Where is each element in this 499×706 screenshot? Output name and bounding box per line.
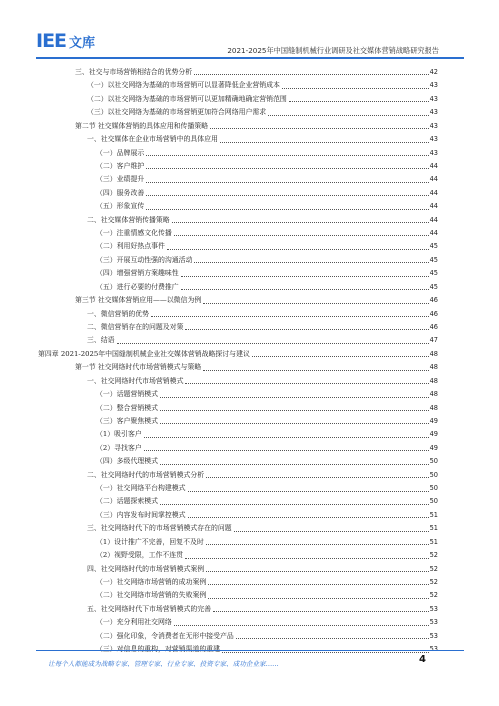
- toc-entry[interactable]: [38, 361, 438, 374]
- toc-entry[interactable]: [38, 66, 438, 79]
- toc-entry[interactable]: [38, 281, 438, 294]
- toc-entry-page: 47: [429, 336, 438, 345]
- toc-entry-label: （三）以社交网络为基础的市场营销更加符合网络用户需求: [87, 108, 267, 117]
- toc-entry-label: 第四章 2021-2025年中国缝制机械企业社交媒体营销战略探讨与建议: [38, 349, 250, 358]
- toc-entry[interactable]: [38, 630, 438, 643]
- toc-leader-dots: [236, 638, 429, 639]
- toc-entry-label: （2）视野受限，工作不连贯: [96, 551, 184, 560]
- toc-entry-label: 二、社交媒体营销传播策略: [87, 215, 170, 224]
- toc-entry-page: 50: [429, 497, 438, 506]
- toc-entry-label: （四）服务改善: [96, 188, 145, 197]
- toc-entry-page: 51: [429, 537, 438, 546]
- toc-entry[interactable]: [38, 482, 438, 495]
- page-number: 4: [419, 654, 426, 665]
- toc-entry-label: 三、社交与市场营销相结合的优势分析: [75, 67, 193, 76]
- toc-entry-page: 45: [429, 255, 438, 264]
- toc-entry[interactable]: [38, 79, 438, 92]
- toc-entry-label: （五）形象宣传: [96, 202, 145, 211]
- toc-leader-dots: [206, 477, 428, 478]
- toc-entry[interactable]: [38, 106, 438, 119]
- toc-entry-label: （三）开展互动性强的沟通活动: [96, 255, 193, 264]
- toc-entry-page: 42: [429, 67, 438, 76]
- page-header: [0, 0, 499, 58]
- toc-entry-label: （2）寻找客户: [96, 443, 142, 452]
- toc-entry-page: 44: [429, 188, 438, 197]
- toc-entry[interactable]: [38, 428, 438, 441]
- toc-entry-page: 52: [429, 591, 438, 600]
- header-divider: [36, 57, 464, 59]
- toc-entry-page: 53: [429, 604, 438, 613]
- toc-leader-dots: [181, 276, 429, 277]
- toc-entry-page: 49: [429, 416, 438, 425]
- toc-leader-dots: [220, 142, 429, 143]
- toc-leader-dots: [174, 625, 429, 626]
- toc-entry-label: （四）多级代理模式: [96, 457, 159, 466]
- toc-entry-label: （一）以社交网络为基础的市场营销可以显著降低企业营销成本: [87, 81, 280, 90]
- toc-entry[interactable]: [38, 522, 438, 535]
- toc-entry-page: 46: [429, 323, 438, 331]
- toc-leader-dots: [208, 598, 428, 599]
- toc-entry-page: 52: [429, 578, 438, 587]
- toc-entry-page: 44: [429, 161, 438, 170]
- toc-entry[interactable]: [38, 455, 438, 468]
- toc-leader-dots: [185, 383, 428, 384]
- toc-entry-label: （一）社交网络平台构建模式: [96, 484, 186, 493]
- toc-entry-page: 51: [429, 510, 438, 519]
- toc-entry[interactable]: [38, 160, 438, 173]
- toc-entry-page: 48: [429, 390, 438, 399]
- toc-leader-dots: [144, 450, 429, 451]
- toc-entry-page: 53: [429, 631, 438, 640]
- toc-entry[interactable]: [38, 214, 438, 227]
- toc-entry-label: 一、社交媒体在企业市场营销中的具体应用: [87, 135, 218, 144]
- footer-divider: [36, 650, 464, 651]
- toc-entry[interactable]: [38, 549, 438, 562]
- toc-leader-dots: [203, 370, 428, 371]
- toc-entry-page: 43: [429, 148, 438, 157]
- toc-entry[interactable]: [38, 187, 438, 200]
- toc-leader-dots: [160, 464, 429, 465]
- toc-entry[interactable]: [38, 388, 438, 401]
- toc-leader-dots: [160, 410, 429, 411]
- toc-entry-label: （二）客户维护: [96, 161, 145, 170]
- toc-leader-dots: [185, 329, 428, 330]
- toc-entry-label: 一、微信营销的优势: [87, 309, 150, 318]
- toc-leader-dots: [188, 517, 429, 518]
- toc-entry[interactable]: [38, 308, 438, 321]
- toc-entry-page: 48: [429, 376, 438, 385]
- toc-entry-page: 50: [429, 457, 438, 466]
- document-title: 2021-2025年中国缝制机械行业调研及社交媒体营销战略研究报告: [227, 46, 439, 55]
- toc-entry[interactable]: [38, 133, 438, 146]
- toc-entry[interactable]: [38, 603, 438, 616]
- toc-entry-page: 49: [429, 443, 438, 452]
- toc-entry-label: 四、社交网络时代的市场营销模式案例: [87, 564, 205, 573]
- toc-entry-label: （二）利用好热点事件: [96, 242, 165, 251]
- toc-leader-dots: [146, 155, 428, 156]
- toc-leader-dots: [213, 611, 429, 612]
- toc-entry-page: 52: [429, 564, 438, 573]
- toc-entry-label: 第三节 社交媒体营销应用——以微信为例: [75, 296, 202, 305]
- toc-entry-page: 50: [429, 484, 438, 493]
- toc-entry-page: 44: [429, 202, 438, 211]
- toc-entry[interactable]: [38, 536, 438, 549]
- toc-entry[interactable]: [38, 120, 438, 133]
- toc-entry-page: 46: [429, 309, 438, 318]
- toc-entry[interactable]: [38, 321, 438, 334]
- toc-entry-label: （二）整合营销模式: [96, 403, 159, 412]
- logo[interactable]: [36, 30, 95, 52]
- toc-entry[interactable]: [38, 563, 438, 576]
- toc-leader-dots: [167, 249, 429, 250]
- toc-entry[interactable]: [38, 496, 438, 509]
- toc-entry[interactable]: [38, 173, 438, 186]
- toc-leader-dots: [194, 262, 428, 263]
- logo-text: 文库: [69, 35, 96, 51]
- toc-entry[interactable]: [38, 509, 438, 522]
- toc-entry-page: 46: [429, 296, 438, 305]
- toc-entry-label: 三、结语: [87, 336, 115, 345]
- toc-entry-label: （二）社交网络市场营销的失败案例: [96, 591, 207, 600]
- toc-entry-page: 43: [429, 135, 438, 144]
- toc-entry[interactable]: [38, 93, 438, 106]
- toc-entry[interactable]: [38, 294, 438, 307]
- toc-entry-page: 44: [429, 215, 438, 224]
- toc-entry-label: （一）话题营销模式: [96, 390, 159, 399]
- toc-entry-page: 48: [429, 363, 438, 372]
- toc-entry[interactable]: [38, 147, 438, 160]
- toc-entry[interactable]: [38, 576, 438, 589]
- toc-entry[interactable]: [38, 402, 438, 415]
- toc-entry-page: 51: [429, 524, 438, 533]
- toc-entry-page: 45: [429, 269, 438, 278]
- toc-leader-dots: [203, 303, 428, 304]
- toc-entry-page: 53: [429, 618, 438, 627]
- toc-entry-label: （四）增强营销方案趣味性: [96, 269, 179, 278]
- toc-leader-dots: [206, 571, 428, 572]
- toc-leader-dots: [174, 235, 429, 236]
- toc-entry[interactable]: [38, 469, 438, 482]
- logo-mark: IEE: [36, 30, 67, 52]
- toc-entry-label: 三、社交网络时代下的市场营销模式存在的问题: [87, 524, 232, 533]
- table-of-contents: [38, 66, 438, 657]
- toc-leader-dots: [222, 652, 429, 653]
- toc-leader-dots: [146, 195, 428, 196]
- toc-entry-page: 43: [429, 81, 438, 90]
- toc-entry-page: 44: [429, 175, 438, 184]
- toc-leader-dots: [146, 209, 428, 210]
- toc-leader-dots: [210, 128, 428, 129]
- toc-entry[interactable]: [38, 442, 438, 455]
- toc-entry-page: 48: [429, 349, 438, 358]
- toc-entry-label: （二）强化印象，令消费者在无形中接受产品: [96, 631, 234, 640]
- footer-slogan: 让每个人都能成为战略专家、管理专家、行业专家、投资专家、成功企业家……: [48, 660, 279, 668]
- toc-entry-page: 52: [429, 551, 438, 560]
- toc-entry-page: 45: [429, 242, 438, 251]
- toc-entry-page: 43: [429, 94, 438, 103]
- toc-entry[interactable]: [38, 227, 438, 240]
- toc-entry[interactable]: [38, 254, 438, 267]
- toc-leader-dots: [282, 88, 429, 89]
- toc-leader-dots: [160, 423, 429, 424]
- toc-entry[interactable]: [38, 589, 438, 602]
- toc-entry-label: 二、社交网络时代的市场营销模式分析: [87, 470, 205, 479]
- toc-entry[interactable]: [38, 200, 438, 213]
- toc-leader-dots: [268, 115, 428, 116]
- toc-entry[interactable]: [38, 616, 438, 629]
- toc-entry[interactable]: [38, 375, 438, 388]
- toc-entry-label: 第二节 社交媒体营销的具体应用和传播策略: [75, 121, 209, 130]
- toc-entry-label: （二）话题探索模式: [96, 497, 159, 506]
- toc-entry[interactable]: [38, 415, 438, 428]
- toc-leader-dots: [160, 397, 429, 398]
- toc-entry-label: （三）内容发布时间掌控模式: [96, 510, 186, 519]
- toc-entry-label: 二、微信营销存在的问题及对策: [87, 323, 184, 331]
- toc-leader-dots: [185, 558, 429, 559]
- toc-entry-label: （五）进行必要的付费推广: [96, 282, 179, 291]
- toc-entry-label: （一）注重情感文化传播: [96, 229, 172, 238]
- toc-entry-page: 50: [429, 470, 438, 479]
- toc-entry-page: 45: [429, 282, 438, 291]
- toc-entry-label: （一）充分利用社交网络: [96, 618, 172, 627]
- toc-leader-dots: [234, 531, 429, 532]
- toc-leader-dots: [144, 437, 429, 438]
- toc-entry-label: （二）以社交网络为基础的市场营销可以更加精确地确定营销范围: [87, 94, 287, 103]
- toc-entry[interactable]: [38, 267, 438, 280]
- toc-leader-dots: [160, 504, 429, 505]
- toc-entry-label: 五、社交网络时代下市场营销模式的完善: [87, 604, 212, 613]
- toc-leader-dots: [172, 222, 429, 223]
- toc-entry[interactable]: [38, 334, 438, 347]
- toc-leader-dots: [252, 356, 429, 357]
- toc-entry-label: 第一节 社交网络时代市场营销模式与策略: [75, 363, 202, 372]
- toc-leader-dots: [188, 491, 429, 492]
- toc-entry-label: （1）吸引客户: [96, 430, 142, 439]
- toc-entry-page: 43: [429, 108, 438, 117]
- toc-entry[interactable]: [38, 240, 438, 253]
- toc-entry-label: （一）社交网络市场营销的成功案例: [96, 578, 207, 587]
- toc-entry-label: 一、社交网络时代市场营销模式: [87, 376, 184, 385]
- toc-entry[interactable]: [38, 348, 438, 361]
- toc-leader-dots: [181, 289, 429, 290]
- toc-leader-dots: [289, 101, 429, 102]
- toc-leader-dots: [206, 544, 429, 545]
- toc-entry-page: 49: [429, 430, 438, 439]
- toc-entry-page: 48: [429, 403, 438, 412]
- toc-leader-dots: [117, 343, 429, 344]
- toc-entry-label: （三）业绩提升: [96, 175, 145, 184]
- toc-entry-label: （一）品牌展示: [96, 148, 145, 157]
- toc-leader-dots: [146, 182, 428, 183]
- toc-entry-label: （1）设计推广不完善，回复不及时: [96, 537, 204, 546]
- toc-leader-dots: [151, 316, 429, 317]
- toc-leader-dots: [194, 74, 428, 75]
- toc-leader-dots: [208, 584, 428, 585]
- toc-leader-dots: [146, 168, 428, 169]
- toc-entry-page: 43: [429, 121, 438, 130]
- toc-entry-label: （三）客户聚焦模式: [96, 416, 159, 425]
- toc-entry-page: 44: [429, 229, 438, 238]
